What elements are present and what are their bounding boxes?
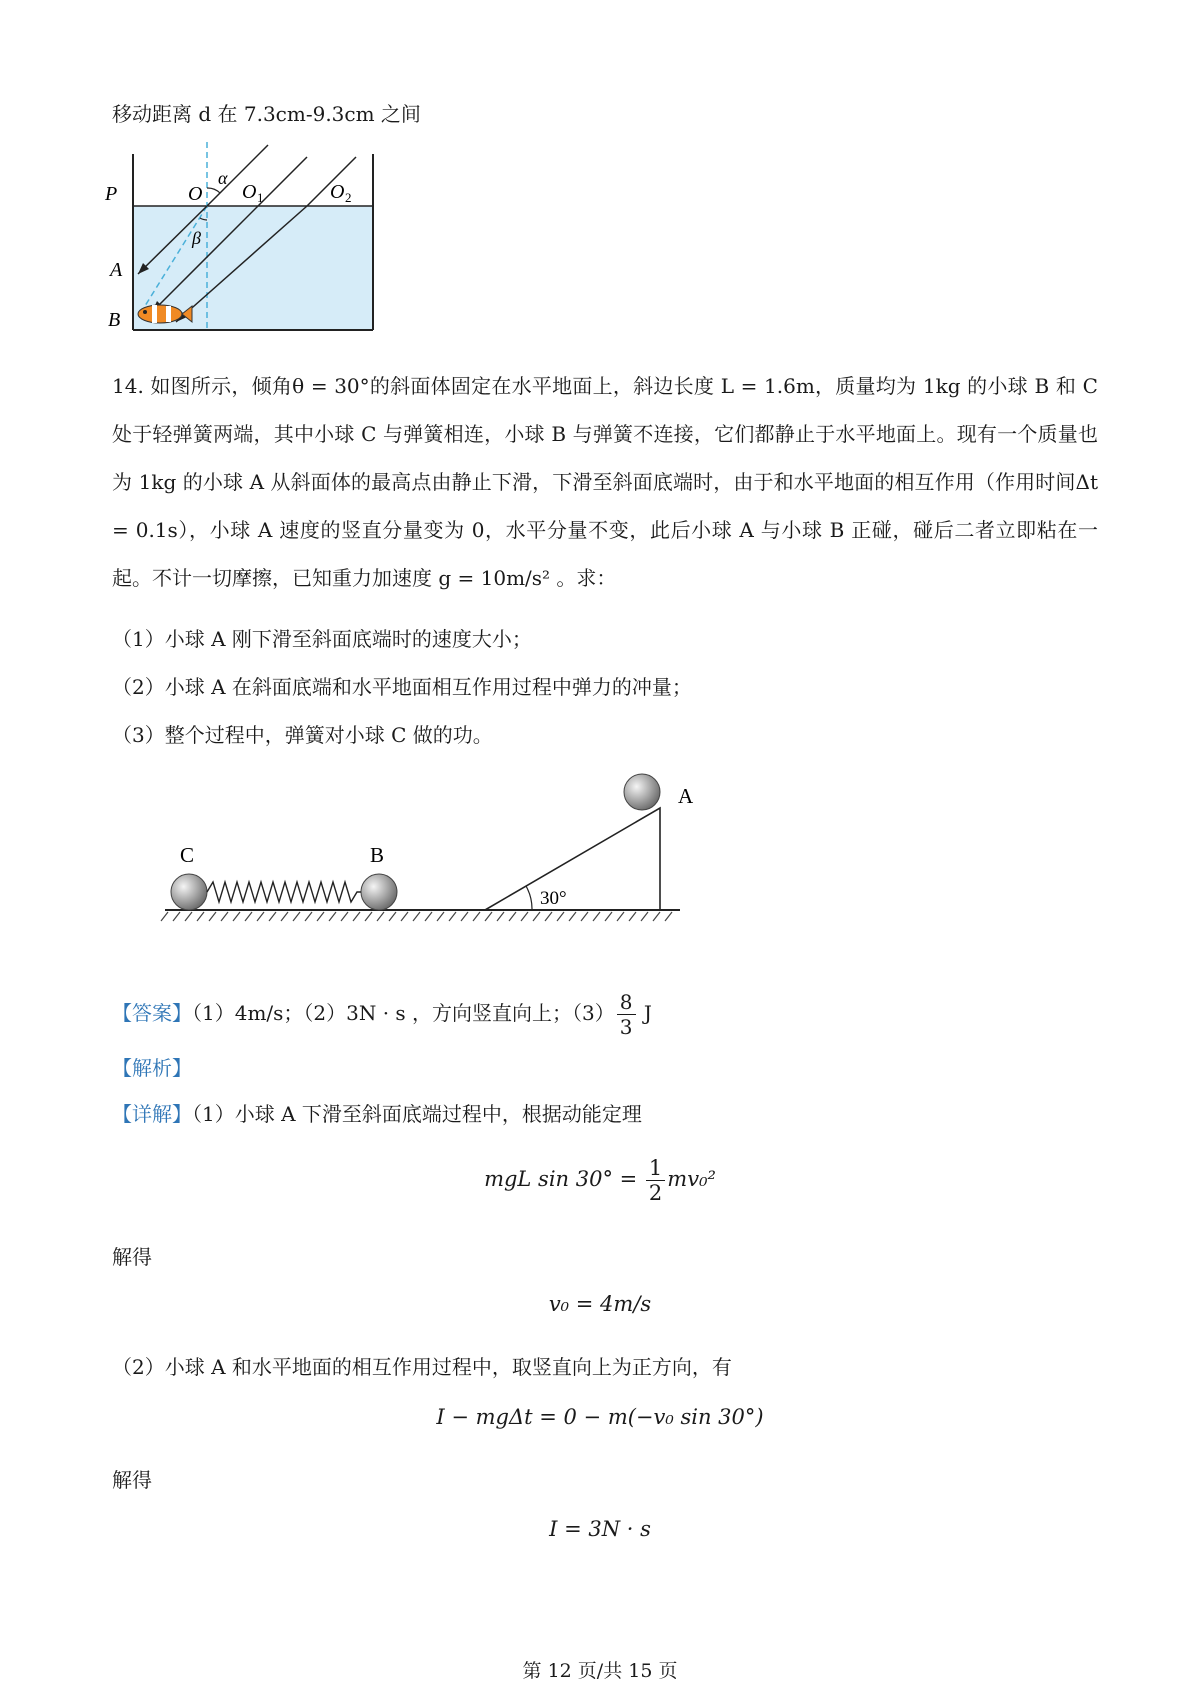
equation-2: v₀ = 4m/s	[548, 1292, 652, 1316]
label-B: B	[370, 843, 385, 867]
equation-3: I − mgΔt = 0 − m(−v₀ sin 30°)	[436, 1405, 764, 1429]
detail-tag: 【详解】	[112, 1102, 192, 1126]
ball-C	[171, 874, 207, 910]
question-1: （1）小球 A 刚下滑至斜面底端时的速度大小；	[112, 627, 532, 651]
label-alpha: α	[218, 168, 228, 188]
spring	[207, 882, 361, 902]
jiede-1: 解得	[112, 1245, 152, 1269]
equation-1: mgL sin 30° = $\frac{1}{2}$ mv₀²	[484, 1156, 716, 1205]
detail-line	[112, 1100, 642, 1128]
label-O2: O	[330, 181, 345, 203]
answer-unit: J	[643, 1001, 652, 1025]
ball-B	[361, 874, 397, 910]
label-A: A	[110, 259, 123, 281]
label-O2-sub: 2	[345, 190, 352, 205]
angle-label: 30°	[540, 888, 567, 909]
answer-text: （1）4m/s；（2）3N · s ，方向竖直向上；（3）	[192, 1001, 615, 1025]
label-beta: β	[192, 228, 201, 248]
incline-block	[485, 808, 660, 910]
ball-A	[624, 774, 660, 810]
refraction-figure	[100, 140, 430, 360]
label-O1: O	[242, 181, 257, 203]
equation-4: I = 3N · s	[549, 1517, 651, 1541]
ground-hatching	[161, 912, 672, 921]
label-A: A	[678, 784, 694, 808]
problem-14-text: 14. 如图所示，倾角θ = 30°的斜面体固定在水平地面上，斜边长度 L = 1.6m，质量均为 1kg 的小球 B 和 C 处于轻弹簧两端，其中小球 C 与弹簧相连，小球 B 与弹簧不连接，它们都静止于水平地面上。现有一个质量也为 1kg 的小球 A 从斜面体的最高点由静止下滑，下滑至斜面底端时，由于和水平地面的相互作用（作用时间Δt = 0.1s），小球 A 速度的竖直分量变为 0，水平分量不变，此后小球 A 与小球 B 正碰，碰后二者立即粘在一起。不计一切摩擦，已知重力加速度 g = 10m/s² 。求：	[112, 374, 1098, 590]
label-O: O	[188, 183, 203, 205]
detail-text: （1）小球 A 下滑至斜面底端过程中，根据动能定理	[192, 1102, 642, 1126]
label-B: B	[108, 309, 121, 331]
answer-fraction: $\frac{8}{3}$	[617, 990, 636, 1039]
analysis-tag: 【解析】	[112, 1056, 192, 1080]
answer-tag: 【答案】	[112, 1001, 192, 1025]
label-P: P	[105, 183, 118, 205]
page-footer: 第 12 页/共 15 页	[522, 1660, 678, 1682]
part-2-text: （2）小球 A 和水平地面的相互作用过程中，取竖直向上为正方向，有	[112, 1355, 732, 1379]
top-line: 移动距离 d 在 7.3cm-9.3cm 之间	[112, 102, 421, 126]
label-O1-sub: 1	[257, 190, 264, 205]
question-3: （3）整个过程中，弹簧对小球 C 做的功。	[112, 723, 493, 747]
incline-spring-figure	[160, 770, 720, 935]
answer-line	[112, 987, 652, 1039]
question-2: （2）小球 A 在斜面底端和水平地面相互作用过程中弹力的冲量；	[112, 675, 692, 699]
label-C: C	[180, 843, 195, 867]
jiede-2: 解得	[112, 1468, 152, 1492]
